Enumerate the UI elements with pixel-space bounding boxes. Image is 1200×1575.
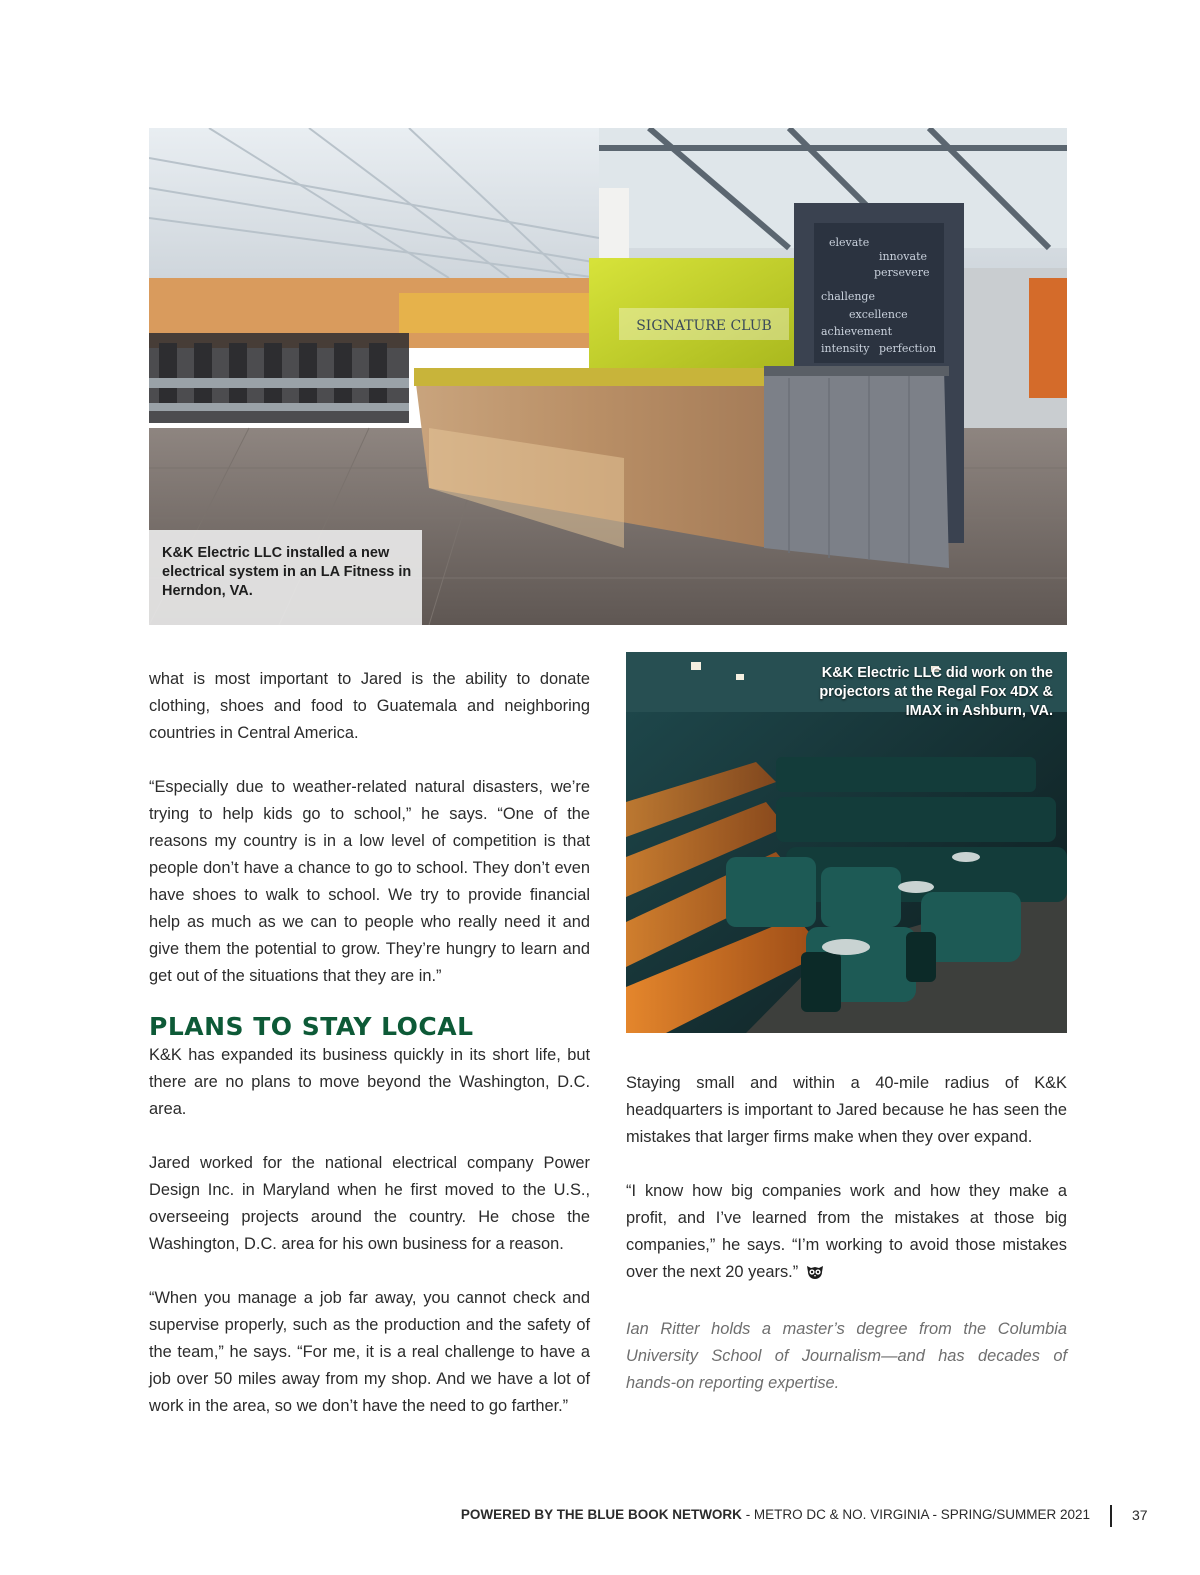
page-footer [461,1507,1090,1522]
gym-sign-text: SIGNATURE CLUB [636,318,772,334]
wall-word: excellence [849,308,908,321]
author-bio: Ian Ritter holds a master’s degree from the Columbia University School of Journalism—and has decades of hands-on reporting expertise. [626,1320,1067,1392]
paragraph: Jared worked for the national electrical company Power Design Inc. in Maryland when he first moved to the U.S., overseeing projects around the country. He chose the Washington, D.C. area for his own business for a reason. [149,1154,590,1253]
paragraph: K&K has expanded its business quickly in its short life, but there are no plans to move beyond the Washington, D.C. area. [149,1046,590,1118]
wall-word: persevere [874,266,930,279]
wall-word: elevate [829,236,870,249]
paragraph: “Especially due to weather-related natural disasters, we’re trying to help kids go to school,” he says. “One of the reasons my country is in a low level of competition is that people don’t have a chance to go to school. They don’t even have shoes to walk to school. We try to provide financial help as much as we can to people who really need it and give them the potential to grow. They’re hungry to learn and get out of the situations that they are in.” [149,778,590,985]
article-right-column [626,1070,1067,1397]
page-number: 37 [1132,1507,1148,1523]
gym-caption: K&K Electric LLC installed a new electrical system in an LA Fitness in Herndon, VA. [162,545,412,599]
paragraph-with-end-mark [626,1178,1067,1289]
paragraph: “When you manage a job far away, you cannot check and supervise properly, such as the production and the safety of the team,” he says. “For me, it is a real challenge to have a job over 50 miles away from my shop. And we have a lot of work in the area, so we don’t have the need to go farther.” [149,1289,590,1415]
wall-word: innovate [879,250,928,263]
wall-word: achievement [821,325,893,338]
gym-caption-box [149,530,422,625]
footer-divider [1110,1505,1112,1527]
theater-caption: K&K Electric LLC did work on the projectors at the Regal Fox 4DX & IMAX in Ashburn, VA. [819,665,1053,719]
article-left-column [149,666,590,1420]
footer-edition: - METRO DC & NO. VIRGINIA - SPRING/SUMMER 2021 [741,1507,1090,1522]
footer-brand: POWERED BY THE BLUE BOOK NETWORK [460,1507,742,1522]
paragraph-text: “I know how big companies work and how they make a profit, and I’ve learned from the mistakes at those big companies,” he says. “I’m working to avoid those mistakes over the next 20 years.” [626,1182,1067,1281]
wall-word: challenge [821,290,875,303]
wall-word: intensity [821,342,870,355]
paragraph: Staying small and within a 40-mile radius of K&K headquarters is important to Jared because he has seen the mistakes that larger firms make when they over expand. [626,1074,1067,1146]
owl-icon [806,1262,824,1289]
gym-photo [149,128,1067,625]
section-heading: PLANS TO STAY LOCAL [149,1012,474,1041]
theater-photo [626,652,1067,1033]
wall-word: perfection [879,342,937,355]
paragraph: what is most important to Jared is the ability to donate clothing, shoes and food to Guatemala and neighboring countries in Central America. [149,670,590,742]
